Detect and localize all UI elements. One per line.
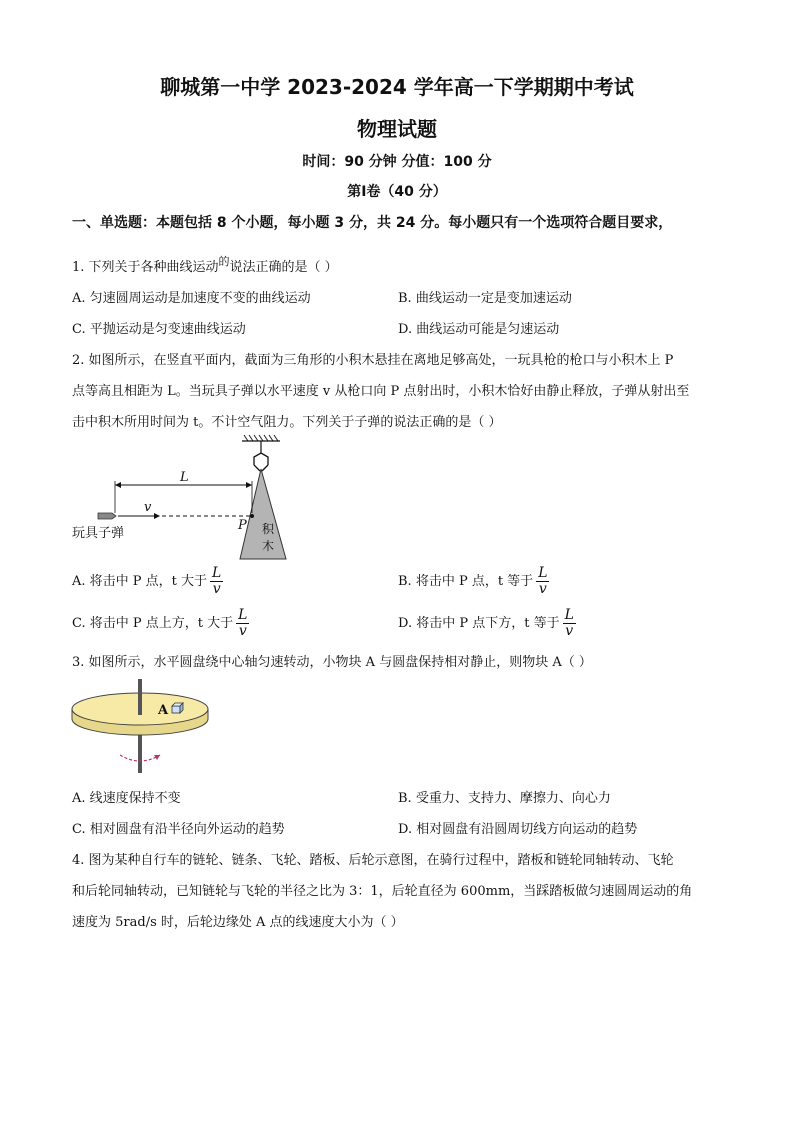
- q3-option-d: D. 相对圆盘有沿圆周切线方向运动的趋势: [398, 822, 638, 837]
- q1-stem-sup: 的: [218, 255, 230, 268]
- q3-stem: 3. 如图所示，水平圆盘绕中心轴匀速转动，小物块 A 与圆盘保持相对静止，则物块 A（ ）: [72, 655, 592, 670]
- block-label-2: 木: [262, 539, 275, 553]
- q4-stem-line1: 4. 图为某种自行车的链轮、链条、飞轮、踏板、后轮示意图，在骑行过程中，踏板和链轮同轴转动、飞轮: [72, 853, 674, 868]
- q3-option-a: A. 线速度保持不变: [72, 791, 181, 806]
- q1-option-c: C. 平抛运动是匀变速曲线运动: [72, 322, 246, 337]
- velocity-label: v: [144, 500, 152, 515]
- block-label-1: 积: [262, 522, 275, 536]
- q3-option-c: C. 相对圆盘有沿半径向外运动的趋势: [72, 822, 285, 837]
- distance-l-label: L: [180, 470, 189, 485]
- q2-figure: [70, 433, 310, 568]
- block-a-icon: [172, 703, 183, 713]
- part-heading: 第Ⅰ卷（40 分）: [347, 184, 447, 200]
- q2-stem-line1: 2. 如图所示，在竖直平面内，截面为三角形的小积木悬挂在离地足够高处，一玩具枪的枪口与小积木上 P: [72, 353, 674, 368]
- q2-option-b: [398, 566, 549, 597]
- q2-stem-line3: 击中积木所用时间为 t。不计空气阻力。下列关于子弹的说法正确的是（ ）: [72, 415, 502, 430]
- q1-stem: [72, 253, 338, 275]
- q2-option-b-text: B. 将击中 P 点，t 等于: [398, 574, 534, 589]
- q2-option-d-text: D. 将击中 P 点下方，t 等于: [398, 616, 560, 631]
- exam-info: 时间：90 分钟 分值：100 分: [302, 154, 492, 170]
- q3-figure: [68, 675, 228, 780]
- q3-option-b: B. 受重力、支持力、摩擦力、向心力: [398, 791, 611, 806]
- exam-title: 聊城第一中学 2023-2024 学年高一下学期期中考试: [160, 75, 634, 99]
- block-a-label: A: [158, 703, 169, 718]
- q4-stem-line2: 和后轮同轴转动，已知链轮与飞轮的半径之比为 3：1，后轮直径为 600mm，当踩踏板做匀速圆周运动的角: [72, 884, 693, 899]
- q2-option-a-fraction: $\frac{L}{v}$: [212, 565, 222, 597]
- section-heading: 一、单选题：本题包括 8 个小题，每小题 3 分，共 24 分。每小题只有一个选项符合题目要求，: [72, 215, 673, 231]
- point-p-marker: [250, 514, 254, 518]
- q2-option-d-fraction: $\frac{L}{v}$: [564, 607, 574, 639]
- bullet-label: 玩具子弹: [72, 526, 125, 541]
- q1-stem-a: 1. 下列关于各种曲线运动: [72, 260, 219, 275]
- q2-option-b-fraction: $\frac{L}{v}$: [538, 565, 548, 597]
- q2-option-d: [398, 608, 576, 639]
- q2-option-c-text: C. 将击中 P 点上方，t 大于: [72, 616, 234, 631]
- bullet-icon: [98, 513, 116, 519]
- point-p-label: P: [238, 518, 247, 533]
- q2-stem-line2: 点等高且相距为 L。当玩具子弹以水平速度 v 从枪口向 P 点射出时，小积木恰好由静止释放，子弹从射出至: [72, 384, 690, 399]
- q1-option-a: A. 匀速圆周运动是加速度不变的曲线运动: [72, 291, 311, 306]
- subject-title: 物理试题: [357, 117, 437, 141]
- q2-option-a: [72, 566, 223, 597]
- q2-option-c: [72, 608, 249, 639]
- q1-stem-b: 说法正确的是（ ）: [229, 260, 338, 275]
- q2-option-c-fraction: $\frac{L}{v}$: [238, 607, 248, 639]
- q1-option-d: D. 曲线运动可能是匀速运动: [398, 322, 560, 337]
- q1-option-b: B. 曲线运动一定是变加速运动: [398, 291, 572, 306]
- q2-option-a-text: A. 将击中 P 点，t 大于: [72, 574, 208, 589]
- q4-stem-line3: 速度为 5rad/s 时，后轮边缘处 A 点的线速度大小为（ ）: [72, 915, 404, 930]
